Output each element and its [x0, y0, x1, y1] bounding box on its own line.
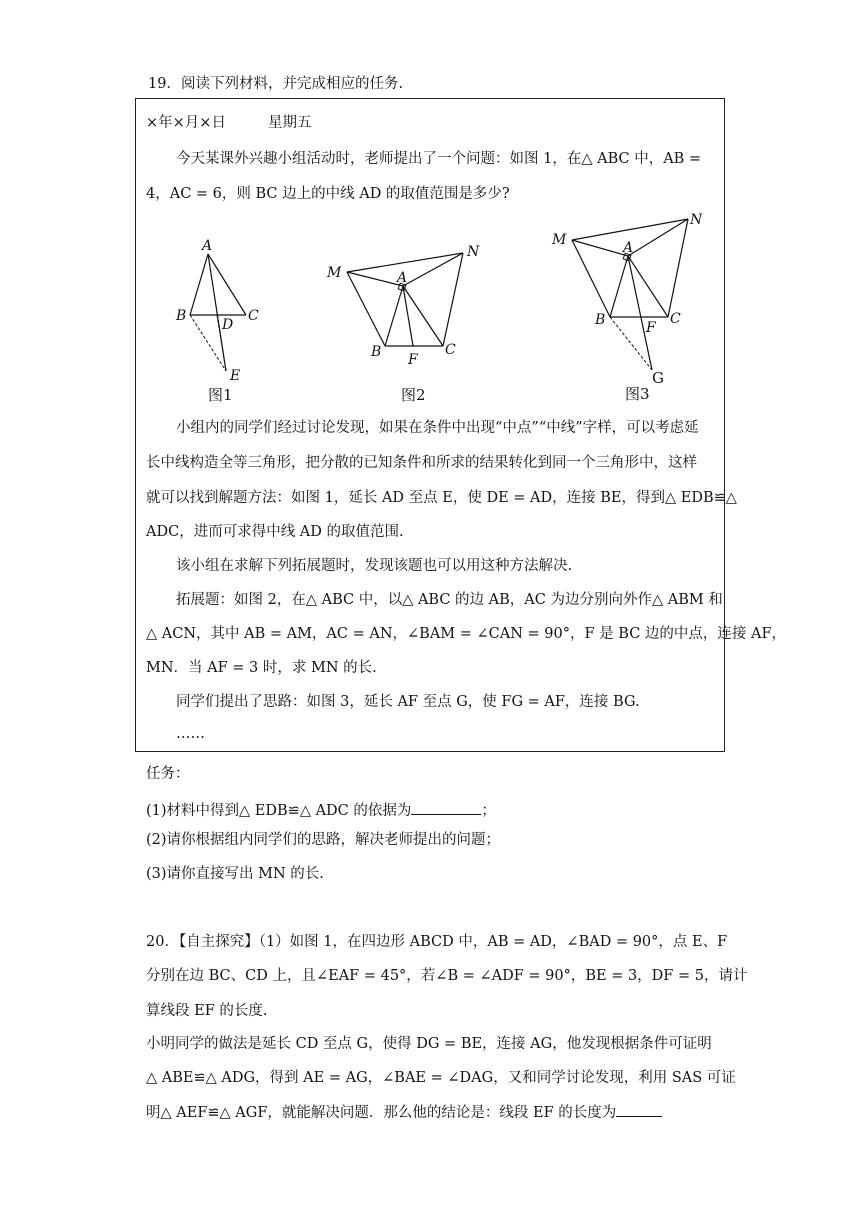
fig2-label-b: B — [371, 344, 382, 360]
task-1-end: ； — [481, 803, 496, 819]
fig1-caption: 图1 — [208, 386, 233, 404]
tasks-label: 任务： — [146, 766, 190, 782]
material-paragraph-1-line-1: 今天某课外兴趣小组活动时，老师提出了一个问题：如图 1，在△ ABC 中，AB = — [176, 151, 702, 167]
fig1-label-d: D — [222, 317, 234, 333]
task-1 — [146, 800, 496, 821]
question-20-line-5: △ ABE≌△ ADG，得到 AE = AG，∠BAE = ∠DAG，又和同学讨论发现，利用 SAS 可证 — [146, 1070, 736, 1086]
question-19-title: 19．阅读下列材料，并完成相应的任务. — [148, 76, 404, 92]
idea-paragraph: 同学们提出了思路：如图 3，延长 AF 至点 G，使 FG = AF，连接 BG. — [176, 694, 640, 710]
fig2-label-f: F — [408, 352, 418, 368]
question-20-line-6-text: 明△ AEF≌△ AGF，就能解决问题．那么他的结论是：线段 EF 的长度为 — [146, 1105, 617, 1121]
task-1-answer-blank[interactable] — [411, 800, 481, 815]
task-1-text: (1)材料中得到△ EDB≌△ ADC 的依据为 — [146, 803, 412, 819]
material-paragraph-1-line-2: 4，AC = 6，则 BC 边上的中线 AD 的取值范围是多少? — [146, 186, 510, 202]
diary-date: ×年×月×日 — [146, 115, 226, 131]
ef-answer-blank[interactable] — [616, 1102, 662, 1117]
fig2-caption: 图2 — [401, 386, 426, 404]
fig2-label-a: A — [397, 270, 408, 286]
question-20-line-4: 小明同学的做法是延长 CD 至点 G，使得 DG = BE，连接 AG，他发现根据条件可证明 — [146, 1036, 712, 1052]
diary-weekday: 星期五 — [268, 115, 312, 131]
fig1-label-a: A — [202, 238, 213, 254]
figure-1 — [170, 232, 270, 411]
figure-3 — [550, 206, 720, 410]
fig3-label-m: M — [552, 232, 567, 248]
fig1-label-c: C — [248, 308, 259, 324]
fig3-label-n: N — [690, 212, 703, 228]
fig3-label-f: F — [646, 320, 656, 336]
question-20-line-1: 20．【自主探究】（1）如图 1，在四边形 ABCD 中，AB = AD，∠BAD = 90°，点 E、F — [146, 934, 728, 950]
fig1-label-b: B — [176, 308, 187, 324]
extension-problem-line-2: △ ACN，其中 AB = AM，AC = AN，∠BAM = ∠CAN = 90°，F 是 BC 边的中点，连接 AF， — [146, 626, 787, 642]
material-paragraph-3: 该小组在求解下列拓展题时，发现该题也可以用这种方法解决. — [176, 558, 573, 574]
fig3-label-g: G — [652, 369, 664, 387]
fig2-label-c: C — [445, 342, 456, 358]
figure-2 — [325, 238, 495, 412]
material-paragraph-2-line-1: 小组内的同学们经过讨论发现，如果在条件中出现“中点”“中线”字样，可以考虑延 — [176, 420, 699, 436]
material-paragraph-2-line-3: 就可以找到解题方法：如图 1，延长 AD 至点 E，使 DE = AD，连接 BE，得到△ EDB≌△ — [146, 490, 737, 506]
fig3-label-a: A — [623, 240, 634, 256]
material-paragraph-2-line-2: 长中线构造全等三角形，把分散的已知条件和所求的结果转化到同一个三角形中，这样 — [146, 455, 697, 471]
question-20-line-2: 分别在边 BC、CD 上，且∠EAF = 45°，若∠B = ∠ADF = 90°，BE = 3，DF = 5，请计 — [146, 968, 748, 984]
question-20-line-6 — [146, 1102, 662, 1123]
material-paragraph-2-line-4: ADC，进而可求得中线 AD 的取值范围. — [146, 524, 404, 540]
task-3: (3)请你直接写出 MN 的长. — [146, 866, 324, 882]
fig3-label-c: C — [670, 311, 681, 327]
task-2: (2)请你根据组内同学们的思路，解决老师提出的问题； — [146, 832, 501, 848]
fig2-label-m: M — [327, 265, 342, 281]
extension-problem-line-3: MN．当 AF = 3 时，求 MN 的长. — [146, 660, 377, 676]
fig3-caption: 图3 — [625, 385, 650, 403]
extension-problem-line-1: 拓展题：如图 2，在△ ABC 中，以△ ABC 的边 AB，AC 为边分别向外作△ ABM 和 — [176, 592, 723, 608]
ellipsis: …… — [176, 726, 205, 742]
question-20-line-3: 算线段 EF 的长度. — [146, 1003, 268, 1019]
fig1-label-e: E — [230, 368, 241, 384]
fig2-label-n: N — [467, 244, 480, 260]
fig3-label-b: B — [595, 312, 606, 328]
